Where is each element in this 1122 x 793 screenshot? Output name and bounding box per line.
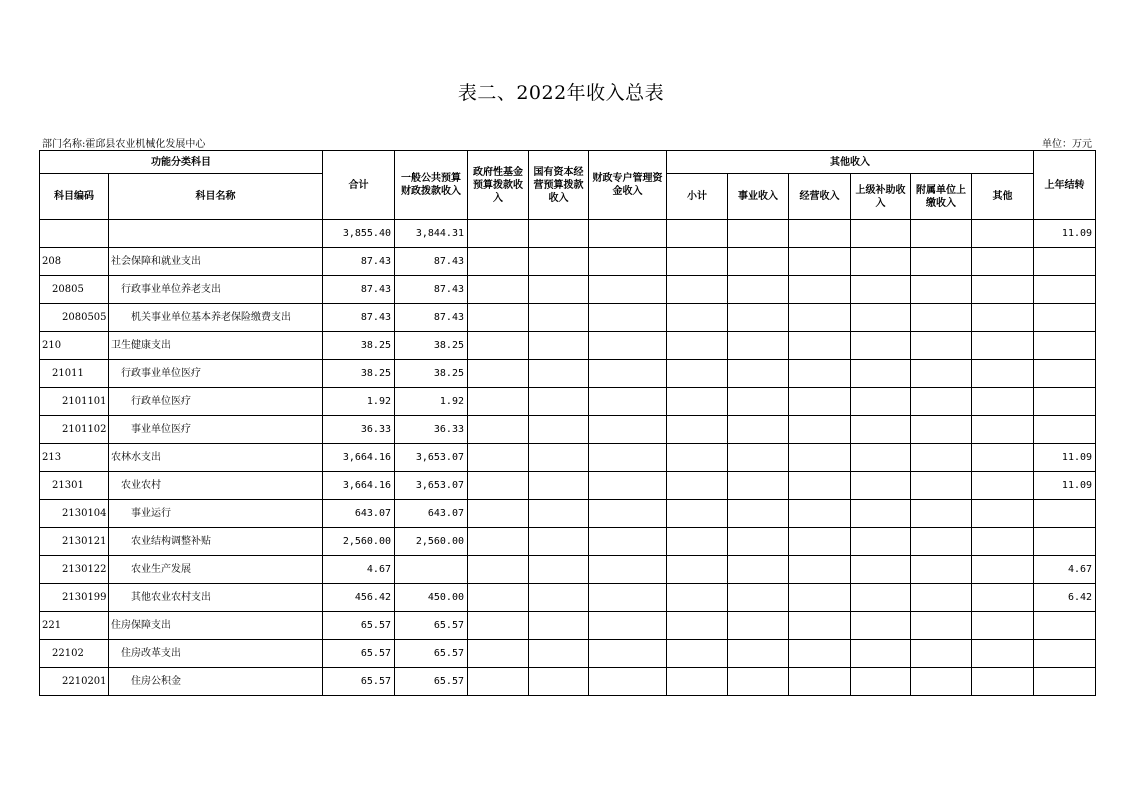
business-income-cell (728, 640, 789, 668)
subtotal-cell (667, 584, 728, 612)
affiliated-income-cell (911, 332, 972, 360)
business-income-cell (728, 248, 789, 276)
affiliated-income-cell (911, 584, 972, 612)
state-capital-cell (529, 612, 589, 640)
total-cell: 65.57 (323, 612, 395, 640)
table-row (40, 388, 1096, 416)
gov-fund-cell (468, 444, 529, 472)
gov-fund-cell (468, 332, 529, 360)
total-cell: 1.92 (323, 388, 395, 416)
operating-income-cell (789, 500, 851, 528)
state-capital-cell (529, 248, 589, 276)
state-capital-cell (529, 388, 589, 416)
affiliated-income-cell (911, 304, 972, 332)
table-row (40, 304, 1096, 332)
subtotal-cell (667, 640, 728, 668)
business-income-cell (728, 584, 789, 612)
special-mgmt-cell (589, 584, 667, 612)
operating-income-cell (789, 220, 851, 248)
subject-name-cell: 卫生健康支出 (109, 332, 323, 360)
table-row (40, 220, 1096, 248)
table-row (40, 276, 1096, 304)
table-row (40, 612, 1096, 640)
general-budget-cell: 65.57 (395, 640, 468, 668)
general-budget-cell: 87.43 (395, 276, 468, 304)
other-cell (972, 500, 1034, 528)
subtotal-cell (667, 472, 728, 500)
subject-name-cell: 农林水支出 (109, 444, 323, 472)
header-subject-code: 科目编码 (40, 174, 109, 220)
gov-fund-cell (468, 220, 529, 248)
income-summary-table (39, 150, 1096, 696)
total-cell: 38.25 (323, 332, 395, 360)
table-row (40, 668, 1096, 696)
table-row (40, 472, 1096, 500)
subject-code-cell: 2130199 (40, 584, 109, 612)
subtotal-cell (667, 304, 728, 332)
other-cell (972, 332, 1034, 360)
operating-income-cell (789, 528, 851, 556)
affiliated-income-cell (911, 612, 972, 640)
gov-fund-cell (468, 612, 529, 640)
business-income-cell (728, 360, 789, 388)
affiliated-income-cell (911, 276, 972, 304)
superior-subsidy-cell (851, 304, 911, 332)
affiliated-income-cell (911, 388, 972, 416)
general-budget-cell: 450.00 (395, 584, 468, 612)
affiliated-income-cell (911, 556, 972, 584)
table-row (40, 640, 1096, 668)
gov-fund-cell (468, 388, 529, 416)
state-capital-cell (529, 472, 589, 500)
special-mgmt-cell (589, 304, 667, 332)
subject-name-cell: 机关事业单位基本养老保险缴费支出 (109, 304, 323, 332)
other-cell (972, 388, 1034, 416)
subtotal-cell (667, 416, 728, 444)
special-mgmt-cell (589, 444, 667, 472)
subject-name-cell: 农业农村 (109, 472, 323, 500)
subject-code-cell: 2101102 (40, 416, 109, 444)
subtotal-cell (667, 248, 728, 276)
prev-year-carryover-cell (1034, 248, 1096, 276)
business-income-cell (728, 472, 789, 500)
superior-subsidy-cell (851, 332, 911, 360)
subject-name-cell: 事业运行 (109, 500, 323, 528)
subject-code-cell: 2080505 (40, 304, 109, 332)
special-mgmt-cell (589, 276, 667, 304)
subject-name-cell: 其他农业农村支出 (109, 584, 323, 612)
header-other-income: 其他收入 (667, 151, 1034, 174)
subject-name-cell: 社会保障和就业支出 (109, 248, 323, 276)
other-cell (972, 416, 1034, 444)
general-budget-cell (395, 556, 468, 584)
gov-fund-cell (468, 416, 529, 444)
header-state-capital: 国有资本经营预算拨款收入 (529, 151, 589, 220)
superior-subsidy-cell (851, 528, 911, 556)
affiliated-income-cell (911, 416, 972, 444)
operating-income-cell (789, 640, 851, 668)
special-mgmt-cell (589, 388, 667, 416)
subject-code-cell: 22102 (40, 640, 109, 668)
state-capital-cell (529, 332, 589, 360)
subject-code-cell: 208 (40, 248, 109, 276)
header-prev-year-carryover: 上年结转 (1034, 151, 1096, 220)
gov-fund-cell (468, 640, 529, 668)
business-income-cell (728, 276, 789, 304)
other-cell (972, 640, 1034, 668)
special-mgmt-cell (589, 640, 667, 668)
other-cell (972, 668, 1034, 696)
header-gov-fund: 政府性基金预算拨款收入 (468, 151, 529, 220)
operating-income-cell (789, 332, 851, 360)
gov-fund-cell (468, 528, 529, 556)
subject-name-cell: 住房改革支出 (109, 640, 323, 668)
other-cell (972, 444, 1034, 472)
operating-income-cell (789, 304, 851, 332)
subject-name-cell: 行政单位医疗 (109, 388, 323, 416)
operating-income-cell (789, 472, 851, 500)
header-operating-income: 经营收入 (789, 174, 851, 220)
prev-year-carryover-cell (1034, 500, 1096, 528)
subtotal-cell (667, 220, 728, 248)
superior-subsidy-cell (851, 360, 911, 388)
subtotal-cell (667, 668, 728, 696)
general-budget-cell: 38.25 (395, 332, 468, 360)
special-mgmt-cell (589, 612, 667, 640)
header-special-mgmt: 财政专户管理资金收入 (589, 151, 667, 220)
operating-income-cell (789, 556, 851, 584)
other-cell (972, 360, 1034, 388)
affiliated-income-cell (911, 248, 972, 276)
table-row (40, 416, 1096, 444)
prev-year-carryover-cell (1034, 640, 1096, 668)
prev-year-carryover-cell (1034, 360, 1096, 388)
general-budget-cell: 2,560.00 (395, 528, 468, 556)
general-budget-cell: 3,653.07 (395, 444, 468, 472)
special-mgmt-cell (589, 332, 667, 360)
superior-subsidy-cell (851, 416, 911, 444)
state-capital-cell (529, 444, 589, 472)
special-mgmt-cell (589, 248, 667, 276)
other-cell (972, 220, 1034, 248)
prev-year-carryover-cell (1034, 416, 1096, 444)
other-cell (972, 472, 1034, 500)
operating-income-cell (789, 612, 851, 640)
table-row (40, 248, 1096, 276)
state-capital-cell (529, 360, 589, 388)
state-capital-cell (529, 584, 589, 612)
subtotal-cell (667, 612, 728, 640)
special-mgmt-cell (589, 220, 667, 248)
superior-subsidy-cell (851, 584, 911, 612)
general-budget-cell: 65.57 (395, 668, 468, 696)
general-budget-cell: 1.92 (395, 388, 468, 416)
table-body (40, 220, 1096, 696)
special-mgmt-cell (589, 360, 667, 388)
department-name: 部门名称:霍邱县农业机械化发展中心 (42, 139, 206, 150)
total-cell: 38.25 (323, 360, 395, 388)
subtotal-cell (667, 388, 728, 416)
business-income-cell (728, 388, 789, 416)
affiliated-income-cell (911, 360, 972, 388)
superior-subsidy-cell (851, 472, 911, 500)
operating-income-cell (789, 416, 851, 444)
header-affiliated-income: 附属单位上缴收入 (911, 174, 972, 220)
subject-name-cell: 农业生产发展 (109, 556, 323, 584)
header-subject-name: 科目名称 (109, 174, 323, 220)
header-superior-subsidy: 上级补助收入 (851, 174, 911, 220)
operating-income-cell (789, 444, 851, 472)
operating-income-cell (789, 248, 851, 276)
other-cell (972, 248, 1034, 276)
unit-label: 单位：万元 (1042, 139, 1092, 150)
business-income-cell (728, 612, 789, 640)
superior-subsidy-cell (851, 612, 911, 640)
prev-year-carryover-cell: 11.09 (1034, 220, 1096, 248)
superior-subsidy-cell (851, 388, 911, 416)
subtotal-cell (667, 444, 728, 472)
total-cell: 87.43 (323, 248, 395, 276)
subject-code-cell: 2130121 (40, 528, 109, 556)
table-row (40, 584, 1096, 612)
general-budget-cell: 3,653.07 (395, 472, 468, 500)
gov-fund-cell (468, 500, 529, 528)
prev-year-carryover-cell: 11.09 (1034, 444, 1096, 472)
prev-year-carryover-cell (1034, 304, 1096, 332)
prev-year-carryover-cell: 6.42 (1034, 584, 1096, 612)
subject-code-cell: 213 (40, 444, 109, 472)
subject-code-cell: 21011 (40, 360, 109, 388)
prev-year-carryover-cell (1034, 276, 1096, 304)
general-budget-cell: 36.33 (395, 416, 468, 444)
header-total: 合计 (323, 151, 395, 220)
affiliated-income-cell (911, 444, 972, 472)
total-cell: 65.57 (323, 640, 395, 668)
state-capital-cell (529, 528, 589, 556)
table-row (40, 332, 1096, 360)
business-income-cell (728, 500, 789, 528)
affiliated-income-cell (911, 528, 972, 556)
subject-name-cell: 行政事业单位养老支出 (109, 276, 323, 304)
prev-year-carryover-cell (1034, 528, 1096, 556)
business-income-cell (728, 528, 789, 556)
page-title: 表二、2022年收入总表 (457, 82, 665, 104)
affiliated-income-cell (911, 640, 972, 668)
subtotal-cell (667, 556, 728, 584)
special-mgmt-cell (589, 668, 667, 696)
gov-fund-cell (468, 584, 529, 612)
affiliated-income-cell (911, 220, 972, 248)
subtotal-cell (667, 276, 728, 304)
subject-code-cell: 2130104 (40, 500, 109, 528)
superior-subsidy-cell (851, 500, 911, 528)
total-cell: 65.57 (323, 668, 395, 696)
business-income-cell (728, 220, 789, 248)
special-mgmt-cell (589, 556, 667, 584)
subtotal-cell (667, 500, 728, 528)
operating-income-cell (789, 276, 851, 304)
gov-fund-cell (468, 360, 529, 388)
prev-year-carryover-cell: 4.67 (1034, 556, 1096, 584)
table-row (40, 500, 1096, 528)
total-cell: 87.43 (323, 276, 395, 304)
gov-fund-cell (468, 248, 529, 276)
total-cell: 3,855.40 (323, 220, 395, 248)
subject-name-cell: 住房公积金 (109, 668, 323, 696)
subject-name-cell: 住房保障支出 (109, 612, 323, 640)
affiliated-income-cell (911, 472, 972, 500)
superior-subsidy-cell (851, 556, 911, 584)
general-budget-cell: 643.07 (395, 500, 468, 528)
state-capital-cell (529, 500, 589, 528)
other-cell (972, 528, 1034, 556)
special-mgmt-cell (589, 472, 667, 500)
superior-subsidy-cell (851, 640, 911, 668)
prev-year-carryover-cell: 11.09 (1034, 472, 1096, 500)
superior-subsidy-cell (851, 248, 911, 276)
gov-fund-cell (468, 472, 529, 500)
subject-code-cell: 2101101 (40, 388, 109, 416)
subject-name-cell (109, 220, 323, 248)
other-cell (972, 556, 1034, 584)
superior-subsidy-cell (851, 668, 911, 696)
operating-income-cell (789, 584, 851, 612)
prev-year-carryover-cell (1034, 388, 1096, 416)
subject-code-cell: 210 (40, 332, 109, 360)
subject-code-cell (40, 220, 109, 248)
state-capital-cell (529, 304, 589, 332)
header-other: 其他 (972, 174, 1034, 220)
subtotal-cell (667, 332, 728, 360)
general-budget-cell: 65.57 (395, 612, 468, 640)
business-income-cell (728, 304, 789, 332)
state-capital-cell (529, 668, 589, 696)
subject-code-cell: 2210201 (40, 668, 109, 696)
total-cell: 87.43 (323, 304, 395, 332)
superior-subsidy-cell (851, 276, 911, 304)
superior-subsidy-cell (851, 220, 911, 248)
subject-code-cell: 2130122 (40, 556, 109, 584)
total-cell: 2,560.00 (323, 528, 395, 556)
subject-name-cell: 事业单位医疗 (109, 416, 323, 444)
total-cell: 643.07 (323, 500, 395, 528)
header-business-income: 事业收入 (728, 174, 789, 220)
business-income-cell (728, 444, 789, 472)
table-row (40, 556, 1096, 584)
subject-code-cell: 221 (40, 612, 109, 640)
table-row (40, 444, 1096, 472)
header-general-budget: 一般公共预算财政拨款收入 (395, 151, 468, 220)
gov-fund-cell (468, 304, 529, 332)
header-subtotal: 小计 (667, 174, 728, 220)
prev-year-carryover-cell (1034, 332, 1096, 360)
prev-year-carryover-cell (1034, 612, 1096, 640)
subtotal-cell (667, 360, 728, 388)
state-capital-cell (529, 276, 589, 304)
subject-name-cell: 行政事业单位医疗 (109, 360, 323, 388)
subject-name-cell: 农业结构调整补贴 (109, 528, 323, 556)
business-income-cell (728, 668, 789, 696)
table-row (40, 528, 1096, 556)
table-row (40, 360, 1096, 388)
special-mgmt-cell (589, 528, 667, 556)
affiliated-income-cell (911, 500, 972, 528)
business-income-cell (728, 556, 789, 584)
total-cell: 3,664.16 (323, 472, 395, 500)
gov-fund-cell (468, 668, 529, 696)
other-cell (972, 612, 1034, 640)
other-cell (972, 304, 1034, 332)
operating-income-cell (789, 388, 851, 416)
state-capital-cell (529, 556, 589, 584)
gov-fund-cell (468, 276, 529, 304)
gov-fund-cell (468, 556, 529, 584)
subtotal-cell (667, 528, 728, 556)
state-capital-cell (529, 640, 589, 668)
affiliated-income-cell (911, 668, 972, 696)
superior-subsidy-cell (851, 444, 911, 472)
total-cell: 456.42 (323, 584, 395, 612)
total-cell: 36.33 (323, 416, 395, 444)
general-budget-cell: 87.43 (395, 248, 468, 276)
operating-income-cell (789, 668, 851, 696)
general-budget-cell: 38.25 (395, 360, 468, 388)
general-budget-cell: 87.43 (395, 304, 468, 332)
other-cell (972, 276, 1034, 304)
special-mgmt-cell (589, 500, 667, 528)
general-budget-cell: 3,844.31 (395, 220, 468, 248)
total-cell: 3,664.16 (323, 444, 395, 472)
subject-code-cell: 21301 (40, 472, 109, 500)
operating-income-cell (789, 360, 851, 388)
total-cell: 4.67 (323, 556, 395, 584)
business-income-cell (728, 332, 789, 360)
state-capital-cell (529, 416, 589, 444)
business-income-cell (728, 416, 789, 444)
header-func-subject: 功能分类科目 (40, 151, 323, 174)
other-cell (972, 584, 1034, 612)
special-mgmt-cell (589, 416, 667, 444)
state-capital-cell (529, 220, 589, 248)
prev-year-carryover-cell (1034, 668, 1096, 696)
subject-code-cell: 20805 (40, 276, 109, 304)
